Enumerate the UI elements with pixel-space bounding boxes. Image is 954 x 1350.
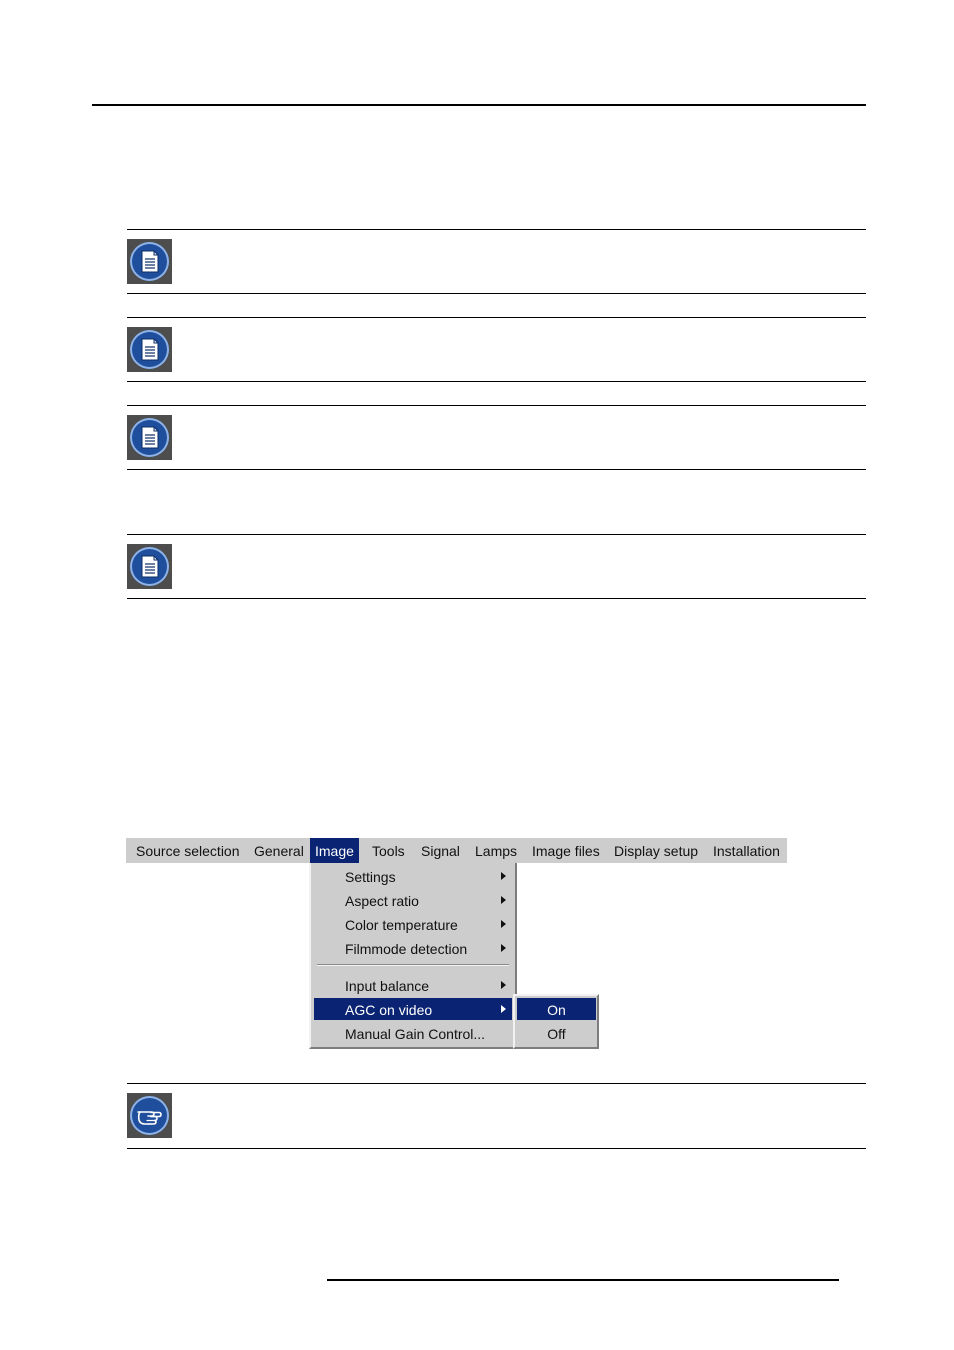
agc-submenu (513, 994, 599, 1049)
menu-general[interactable]: General (254, 843, 304, 859)
dropdown-item-label: Aspect ratio (345, 893, 419, 909)
dropdown-item-aspect-ratio[interactable] (314, 889, 512, 911)
tip-rule-top (127, 1083, 866, 1084)
pointing-hand-icon (127, 1093, 172, 1138)
dropdown-item-label: Filmmode detection (345, 941, 468, 957)
menu-display-setup[interactable]: Display setup (614, 843, 699, 859)
menu-image-files[interactable]: Image files (532, 843, 600, 859)
submenu-item-on[interactable]: On (517, 998, 596, 1020)
dropdown-item-label: AGC on video (345, 1002, 433, 1018)
dropdown-item-settings[interactable] (314, 865, 512, 887)
note-icon (127, 544, 172, 589)
note-icon (127, 327, 172, 372)
dropdown-item-label: Settings (345, 869, 396, 885)
note-rule-bottom (127, 293, 866, 294)
submenu-arrow-icon (501, 981, 506, 989)
submenu-arrow-icon (501, 944, 506, 952)
note-rule-bottom (127, 469, 866, 470)
header-rule (92, 104, 866, 106)
dropdown-item-label: Manual Gain Control... (345, 1026, 486, 1042)
note-icon (127, 415, 172, 460)
menu-image[interactable]: Image (310, 838, 359, 863)
dropdown-separator (317, 964, 509, 966)
dropdown-item-input-balance[interactable] (314, 974, 512, 996)
tip-rule-bottom (127, 1148, 866, 1149)
menu-source-selection[interactable]: Source selection (136, 843, 240, 859)
dropdown-item-color-temperature[interactable] (314, 913, 512, 935)
note-rule-top (127, 405, 866, 406)
note-rule-top (127, 317, 866, 318)
note-rule-top (127, 534, 866, 535)
menu-lamps[interactable]: Lamps (475, 843, 518, 859)
image-dropdown (309, 863, 517, 1049)
menu-installation[interactable]: Installation (713, 843, 780, 859)
submenu-arrow-icon (501, 872, 506, 880)
submenu-arrow-icon (501, 920, 506, 928)
note-icon (127, 239, 172, 284)
osd-menubar (126, 838, 787, 863)
submenu-item-off[interactable]: Off (547, 1026, 566, 1042)
dropdown-item-label: Color temperature (345, 917, 458, 933)
dropdown-item-filmmode-detection[interactable] (314, 937, 512, 959)
dropdown-item-manual-gain-control[interactable] (314, 1022, 512, 1044)
submenu-arrow-icon (501, 896, 506, 904)
menu-tools[interactable]: Tools (372, 843, 405, 859)
footer-rule (327, 1279, 839, 1281)
dropdown-item-agc-on-video[interactable] (314, 998, 512, 1020)
note-rule-bottom (127, 381, 866, 382)
submenu-arrow-icon (501, 1005, 506, 1013)
note-rule-bottom (127, 598, 866, 599)
note-rule-top (127, 229, 866, 230)
menu-signal[interactable]: Signal (421, 843, 460, 859)
dropdown-item-label: Input balance (345, 978, 430, 994)
